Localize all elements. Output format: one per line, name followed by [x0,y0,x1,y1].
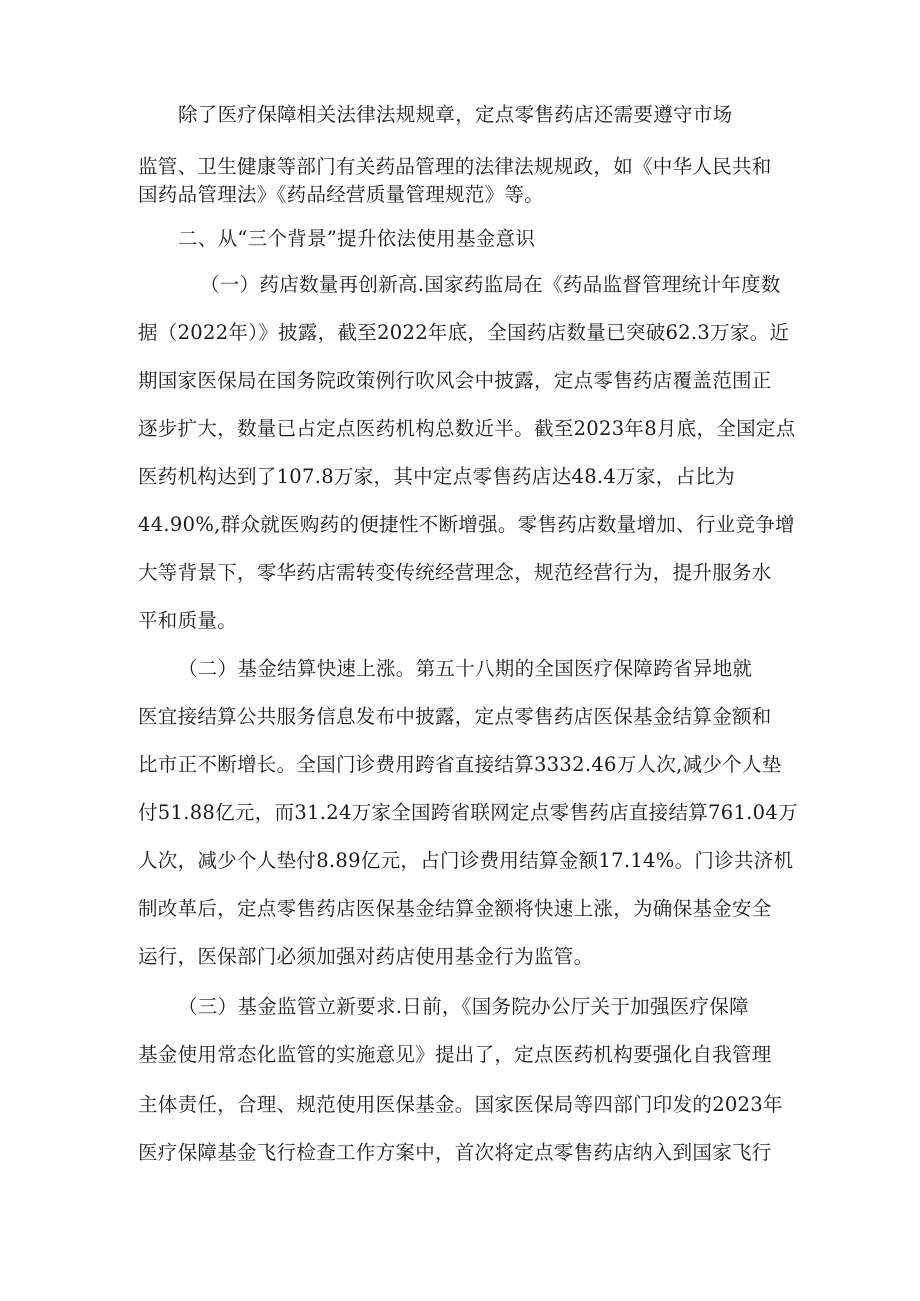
paragraph-line: 期国家医保局在国务院政策例行吹风会中披露，定点零售药店覆盖范围正 [138,369,772,392]
paragraph-line: 医宜接结算公共服务信息发布中披露，定点零售药店医保基金结算金额和 [138,705,772,728]
paragraph-line: 医疗保障基金飞行检查工作方案中，首次将定点零售药店纳入到国家飞行 [138,1141,772,1164]
paragraph-line: 44.90%,群众就医购药的便捷性不断增强。零售药店数量增加、行业竞争增 [138,513,795,536]
paragraph-line: 监管、卫生健康等部门有关药品管理的法律法规规政，如《中华人民共和 [138,155,772,178]
paragraph-line: 制改革后，定点零售药店医保基金结算金额将快速上涨，为确保基金安全 [138,897,772,920]
paragraph-line: 国药品管理法》《药品经营质量管理规范》等。 [138,183,545,206]
paragraph-line: （一）药店数量再创新高.国家药监局在《药品监督管理统计年度数 [200,273,781,296]
paragraph-line: 比市正不断增长。全国门诊费用跨省直接结算3332.46万人次,减少个人垫 [138,753,782,776]
paragraph-line: 逐步扩大，数量已占定点医药机构总数近半。截至2023年8月底，全国定点 [138,417,796,440]
paragraph-line: （三）基金监管立新要求.日前，《国务院办公厅关于加强医疗保障 [178,995,749,1018]
paragraph-line: 平和质量。 [138,609,238,632]
section-heading: 二、从“三个背景”提升依法使用基金意识 [178,227,536,250]
paragraph-line: 运行，医保部门必须加强对药店使用基金行为监管。 [138,945,594,968]
paragraph-line: 基金使用常态化监管的实施意见》提出了，定点医药机构要强化自我管理 [138,1043,772,1066]
paragraph-line: 付51.88亿元，而31.24万家全国跨省联网定点零售药店直接结算761.04万 [138,801,798,824]
paragraph-line: 医药机构达到了107.8万家，其中定点零售药店达48.4万家，占比为 [138,465,735,488]
paragraph-line: （二）基金结算快速上涨。第五十八期的全国医疗保障跨省异地就 [178,657,753,680]
paragraph-line: 除了医疗保障相关法律法规规章，定点零售药店还需要遵守市场 [178,103,733,126]
paragraph-line: 大等背景下，零华药店需转变传统经营理念，规范经营行为，提升服务水 [138,561,772,584]
paragraph-line: 人次，减少个人垫付8.89亿元，占门诊费用结算金额17.14%。门诊共济机 [138,849,794,872]
paragraph-line: 主体责任，合理、规范使用医保基金。国家医保局等四部门印发的2023年 [138,1093,783,1116]
paragraph-line: 据（2022年）》披露，截至2022年底，全国药店数量已突破62.3万家。近 [138,321,790,344]
